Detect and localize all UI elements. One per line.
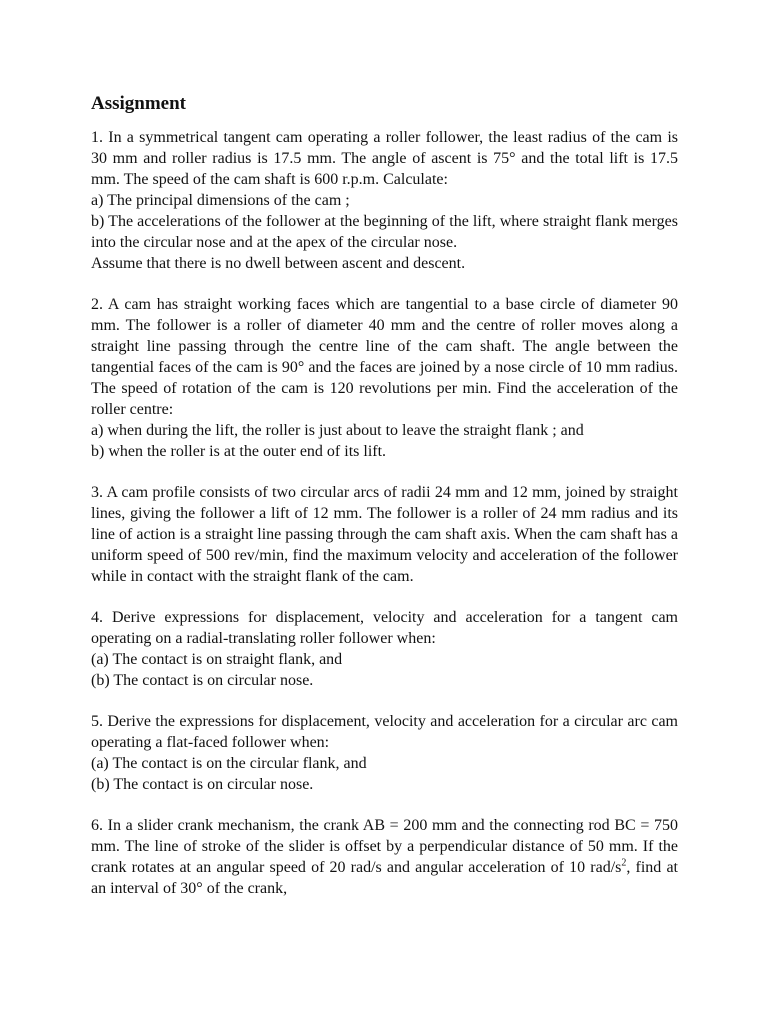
question-5-part-a: (a) The contact is on the circular flank, and <box>91 755 367 772</box>
question-6-text-end: , find at an interval of 30° of the crank, <box>91 859 678 897</box>
question-2-part-b: b) when the roller is at the outer end of its lift. <box>91 443 387 460</box>
question-6-text: 6. In a slider crank mechanism, the crank AB = 200 mm and the connecting rod BC = 750 mm. The line of stroke of the slider is offset by a perpendicular distance of 50 mm. If the crank rotates at an angular speed of 20 rad/s and angular acceleration of 10 rad/s <box>91 817 678 876</box>
question-1-part-b: b) The accelerations of the follower at the beginning of the lift, where straight flank merges into the circular nose and at the apex of the circular nose. <box>91 213 678 251</box>
question-6 <box>91 815 678 899</box>
document-page <box>91 92 678 919</box>
page-title: Assignment <box>91 93 187 114</box>
question-4 <box>91 607 678 691</box>
question-2-part-a: a) when during the lift, the roller is just about to leave the straight flank ; and <box>91 422 584 439</box>
question-2 <box>91 294 678 462</box>
question-5-intro: 5. Derive the expressions for displacement, velocity and acceleration for a circular arc cam operating a flat-faced follower when: <box>91 713 678 751</box>
question-1-intro: 1. In a symmetrical tangent cam operating a roller follower, the least radius of the cam is 30 mm and roller radius is 17.5 mm. The angle of ascent is 75° and the total lift is 17.5 mm. The speed of the cam shaft is 600 r.p.m. Calculate: <box>91 129 678 188</box>
question-1-part-a: a) The principal dimensions of the cam ; <box>91 192 350 209</box>
question-2-intro: 2. A cam has straight working faces which are tangential to a base circle of diameter 90 mm. The follower is a roller of diameter 40 mm and the centre of roller moves along a straight line passing through the centre line of the cam shaft. The angle between the tangential faces of the cam is 90° and the faces are joined by a nose circle of 10 mm radius. The speed of rotation of the cam is 120 revolutions per min. Find the acceleration of the roller centre: <box>91 296 678 418</box>
question-1 <box>91 127 678 274</box>
question-1-note: Assume that there is no dwell between ascent and descent. <box>91 255 466 272</box>
question-5-part-b: (b) The contact is on circular nose. <box>91 776 314 793</box>
question-4-part-b: (b) The contact is on circular nose. <box>91 672 314 689</box>
question-3 <box>91 482 678 587</box>
question-4-part-a: (a) The contact is on straight flank, and <box>91 651 343 668</box>
question-3-text: 3. A cam profile consists of two circular arcs of radii 24 mm and 12 mm, joined by straight lines, giving the follower a lift of 12 mm. The follower is a roller of 24 mm radius and its line of action is a straight line passing through the cam shaft axis. When the cam shaft has a uniform speed of 500 rev/min, find the maximum velocity and acceleration of the follower while in contact with the straight flank of the cam. <box>91 484 678 585</box>
question-4-intro: 4. Derive expressions for displacement, velocity and acceleration for a tangent cam operating on a radial-translating roller follower when: <box>91 609 678 647</box>
question-5 <box>91 711 678 795</box>
question-6-superscript: 2 <box>621 857 627 869</box>
